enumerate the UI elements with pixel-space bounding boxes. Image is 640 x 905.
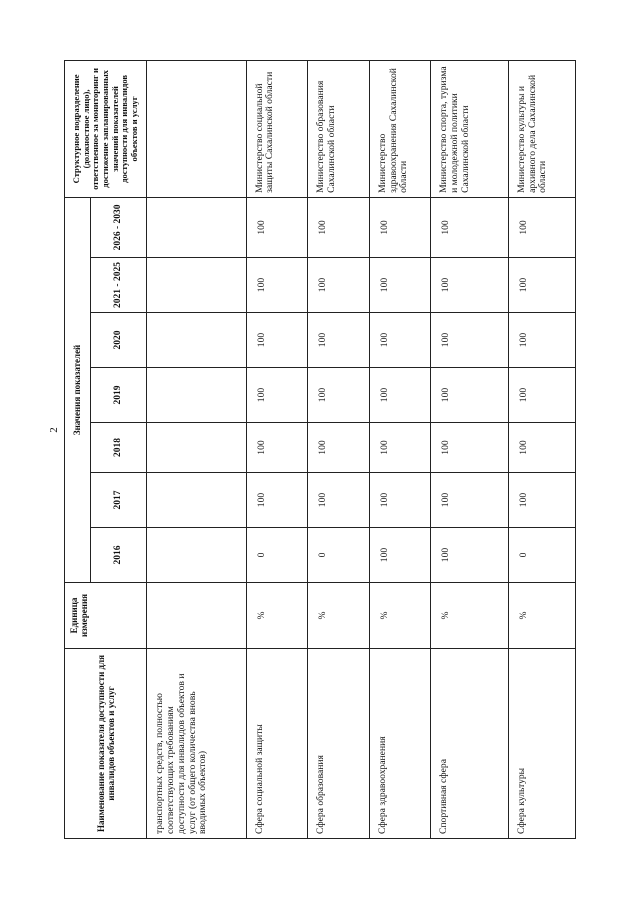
row-value: 100 (308, 368, 370, 423)
table-row (308, 60, 370, 838)
row-value: 100 (369, 423, 431, 473)
header-year: 2021 - 2025 (90, 258, 147, 313)
row-value: 100 (369, 197, 431, 257)
row-value: 100 (509, 258, 576, 313)
table-cell (147, 473, 246, 528)
header-values-group: Значения показателей (65, 197, 91, 582)
row-value: 100 (308, 258, 370, 313)
header-year: 2026 - 2030 (90, 197, 147, 257)
table-cell (147, 60, 246, 197)
table-cell (147, 423, 246, 473)
row-name: Спортивная сфера (431, 649, 509, 839)
rotated-table-container (64, 61, 576, 839)
accessibility-indicators-table (64, 60, 576, 839)
row-value: 100 (246, 258, 308, 313)
row-unit: % (509, 583, 576, 649)
row-value: 100 (431, 197, 509, 257)
row-value: 100 (509, 473, 576, 528)
row-value: 100 (509, 368, 576, 423)
row-unit: % (246, 583, 308, 649)
row-value: 100 (369, 368, 431, 423)
row-value: 100 (369, 528, 431, 583)
row-name: Сфера образования (308, 649, 370, 839)
row-value: 100 (246, 368, 308, 423)
row-value: 100 (431, 368, 509, 423)
row-value: 100 (431, 258, 509, 313)
header-year: 2017 (90, 473, 147, 528)
row-value: 100 (308, 473, 370, 528)
row-value: 100 (308, 197, 370, 257)
table-cell (147, 258, 246, 313)
row-value: 100 (246, 423, 308, 473)
row-name: Сфера социальной защиты (246, 649, 308, 839)
table-cell (147, 313, 246, 368)
row-value: 0 (509, 528, 576, 583)
row-value: 100 (308, 423, 370, 473)
row-unit: % (369, 583, 431, 649)
row-value: 100 (431, 528, 509, 583)
row-value: 100 (431, 473, 509, 528)
row-value: 100 (431, 313, 509, 368)
row-name: Сфера культуры (509, 649, 576, 839)
row-value: 100 (369, 313, 431, 368)
header-responsible: Структурное подразделение (должностное лицо), ответственное за мониторинг и достижение запланированных значений показателей доступности для инвалидов объектов и услуг (65, 60, 147, 197)
row-responsible: Министерство спорта, туризма и молодежной политики Сахалинской области (431, 60, 509, 197)
row-value: 100 (509, 197, 576, 257)
row-value: 0 (308, 528, 370, 583)
table-cell (147, 368, 246, 423)
table-row (369, 60, 431, 838)
header-year: 2020 (90, 313, 147, 368)
row-responsible: Министерство образования Сахалинской области (308, 60, 370, 197)
row-responsible: Министерство здравоохранения Сахалинской области (369, 60, 431, 197)
row-value: 100 (509, 423, 576, 473)
row-value: 100 (308, 313, 370, 368)
header-year: 2019 (90, 368, 147, 423)
row-unit: % (431, 583, 509, 649)
row-value: 100 (431, 423, 509, 473)
row-value: 100 (246, 197, 308, 257)
continuation-row-name: транспортных средств, полностью соответствующих требованиям доступности для инвалидов объектов и услуг (от общего количества вновь вводимых объектов) (147, 649, 246, 839)
row-name: Сфера здравоохранения (369, 649, 431, 839)
row-value: 100 (369, 258, 431, 313)
table-cell (147, 528, 246, 583)
row-value: 100 (509, 313, 576, 368)
row-unit: % (308, 583, 370, 649)
row-value: 0 (246, 528, 308, 583)
header-name: Наименование показателя доступности для инвалидов объектов и услуг (65, 649, 147, 839)
row-responsible: Министерство культуры и архивного дела Сахалинской области (509, 60, 576, 197)
page-number: 2 (48, 427, 60, 433)
row-value: 100 (369, 473, 431, 528)
header-year: 2016 (90, 528, 147, 583)
table-cell (147, 197, 246, 257)
continuation-row (147, 60, 246, 838)
header-row-1 (65, 60, 91, 838)
row-value: 100 (246, 313, 308, 368)
table-cell (147, 583, 246, 649)
table-row (431, 60, 509, 838)
header-year: 2018 (90, 423, 147, 473)
row-value: 100 (246, 473, 308, 528)
table-row (246, 60, 308, 838)
row-responsible: Министерство социальной защиты Сахалинской области (246, 60, 308, 197)
header-unit: Единица измерения (65, 583, 147, 649)
table-row (509, 60, 576, 838)
